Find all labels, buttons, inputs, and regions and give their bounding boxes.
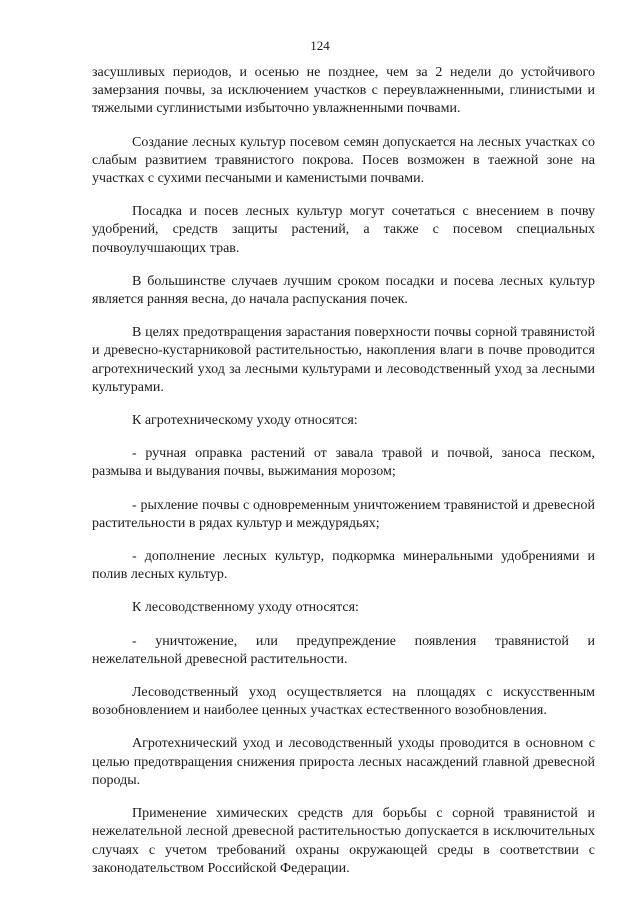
paragraph-care-goal: Агротехнический уход и лесоводственный уходы проводится в основном с целью предотвращения снижения прироста лесных насаждений главной древесной породы.: [92, 736, 595, 788]
list-item-loosening: - рыхление почвы с одновременным уничтожением травянистой и древесной растительности в рядах культур и междурядьях;: [92, 497, 595, 531]
paragraph-silvicultural-heading: К лесоводственному уходу относятся:: [132, 600, 359, 616]
list-item-supplementing: - дополнение лесных культур, подкормка минеральными удобрениями и полив лесных культур.: [92, 549, 595, 583]
paragraph-continuation: засушливых периодов, и осенью не позднее, чем за 2 недели до устойчивого замерзания почвы, за исключением участков с переувлажненными, глинистыми и тяжелыми суглинистыми избыточно увлажненными почвами.: [92, 65, 595, 117]
paragraph-fertilizers: Посадка и посев лесных культур могут сочетаться с внесением в почву удобрений, средств защиты растений, а также с посевом специальных почвоулучшающих трав.: [92, 204, 595, 256]
paragraph-care-purpose: В целях предотвращения зарастания поверхности почвы сорной травянистой и древесно-кустарниковой растительностью, накопления влаги в почве проводится агротехнический уход за лесными культурами и лесоводственный уход за лесными культурами.: [92, 325, 595, 395]
document-body: [92, 64, 595, 893]
page-number: 124: [310, 38, 330, 53]
paragraph-sowing: Создание лесных культур посевом семян допускается на лесных участках со слабым развитием травянистого покрова. Посев возможен в таежной зоне на участках с сухими песчаными и каменистыми почвами.: [92, 134, 595, 187]
paragraph-agrotech-heading: К агротехническому уходу относятся:: [132, 413, 358, 429]
paragraph-chemicals: Применение химических средств для борьбы с сорной травянистой и нежелательной лесной древесной растительностью допускается в исключительных случаях с учетом требований охраны окружающей среды в соответствии с законодательством Российской Федерации.: [92, 806, 595, 876]
list-item-destruction: - уничтожение, или предупреждение появления травянистой и нежелательной древесной растительности.: [92, 633, 595, 667]
paragraph-silvicultural-areas: Лесоводственный уход осуществляется на площадях с искусственным возобновлением и наиболее ценных участках естественного возобновления.: [92, 685, 595, 719]
paragraph-planting-season: В большинстве случаев лучшим сроком посадки и посева лесных культур является ранняя весна, до начала распускания почек.: [92, 273, 595, 308]
list-item-manual-straightening: - ручная оправка растений от завала травой и почвой, заноса песком, размыва и выдувания почвы, выжимания морозом;: [92, 446, 595, 480]
